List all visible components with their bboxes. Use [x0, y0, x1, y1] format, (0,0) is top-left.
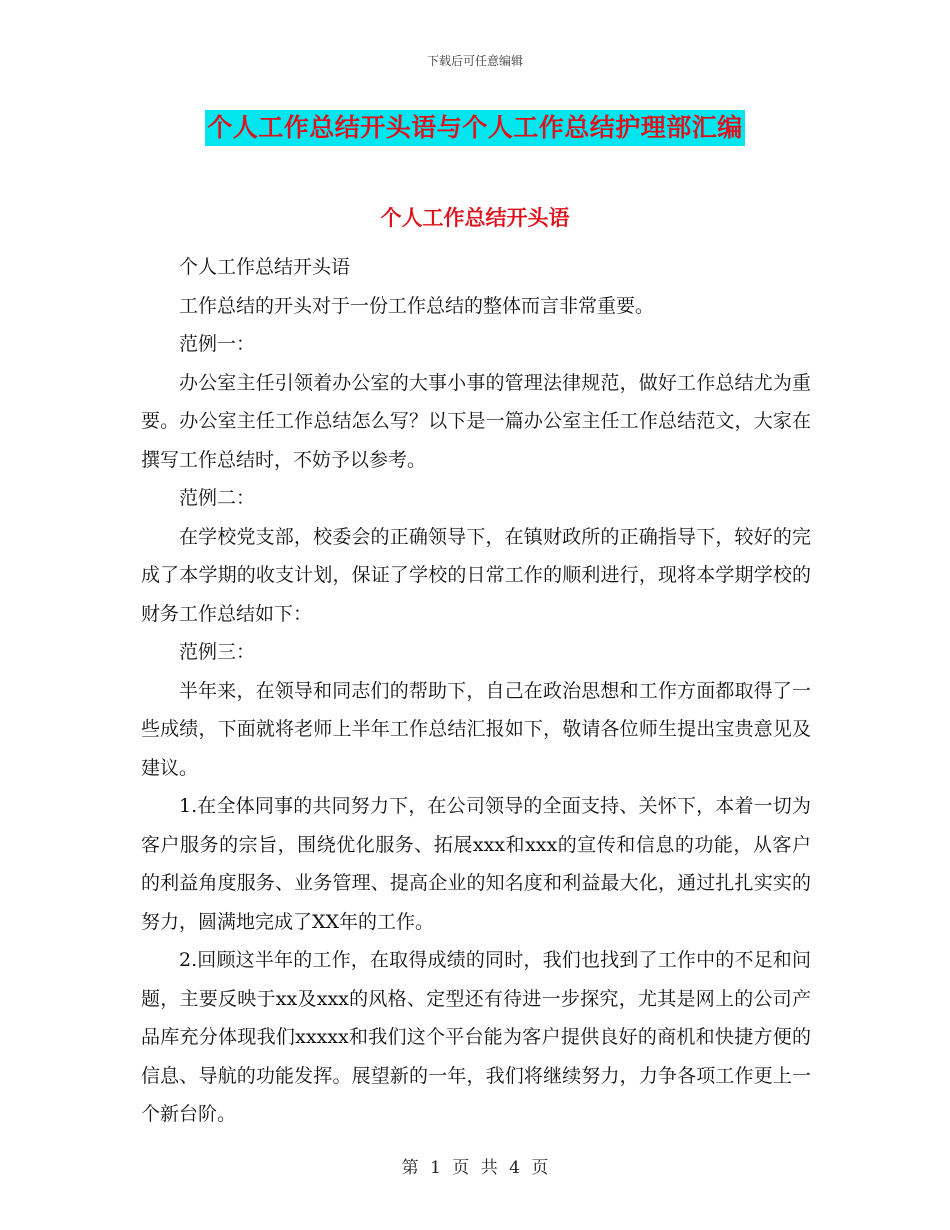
example-label: 范例二： [179, 487, 256, 509]
numbered-paragraph: 1.在全体同事的共同努力下，在公司领导的全面支持、关怀下，本着一切为客户服务的宗旨，围绕优化服务、拓展xxx和xxx的宣传和信息的功能，从客户的利益角度服务、业务管理、提高企业的知名度和利益最大化，通过扎扎实实的努力，圆满地完成了XX年的工作。 [141, 795, 811, 933]
header-note: 下载后可任意编辑 [426, 54, 523, 68]
section-title: 个人工作总结开头语 [380, 206, 570, 230]
document-body [141, 248, 811, 1134]
document-title: 个人工作总结开头语与个人工作总结护理部汇编 [205, 110, 745, 146]
paragraph: 半年来，在领导和同志们的帮助下，自己在政治思想和工作方面都取得了一些成绩，下面就将老师上半年工作总结汇报如下，敬请各位师生提出宝贵意见及建议。 [141, 679, 811, 779]
example-label: 范例一： [179, 333, 256, 355]
paragraph: 在学校党支部，校委会的正确领导下，在镇财政所的正确指导下，较好的完成了本学期的收支计划，保证了学校的日常工作的顺利进行，现将本学期学校的财务工作总结如下： [141, 525, 811, 625]
document-title-container [0, 110, 950, 146]
paragraph: 办公室主任引领着办公室的大事小事的管理法律规范，做好工作总结尤为重要。办公室主任工作总结怎么写？以下是一篇办公室主任工作总结范文，大家在撰写工作总结时，不妨予以参考。 [141, 371, 811, 471]
page-footer: 第 1 页 共 4 页 [401, 1158, 549, 1178]
example-label: 范例三： [179, 641, 256, 663]
numbered-paragraph: 2.回顾这半年的工作，在取得成绩的同时，我们也找到了工作中的不足和问题，主要反映于xx及xxx的风格、定型还有待进一步探究，尤其是网上的公司产品库充分体现我们xxxxx和我们这个平台能为客户提供良好的商机和快捷方便的信息、导航的功能发挥。展望新的一年，我们将继续努力，力争各项工作更上一个新台阶。 [141, 949, 811, 1125]
paragraph: 工作总结的开头对于一份工作总结的整体而言非常重要。 [179, 294, 655, 317]
paragraph: 个人工作总结开头语 [179, 256, 351, 278]
